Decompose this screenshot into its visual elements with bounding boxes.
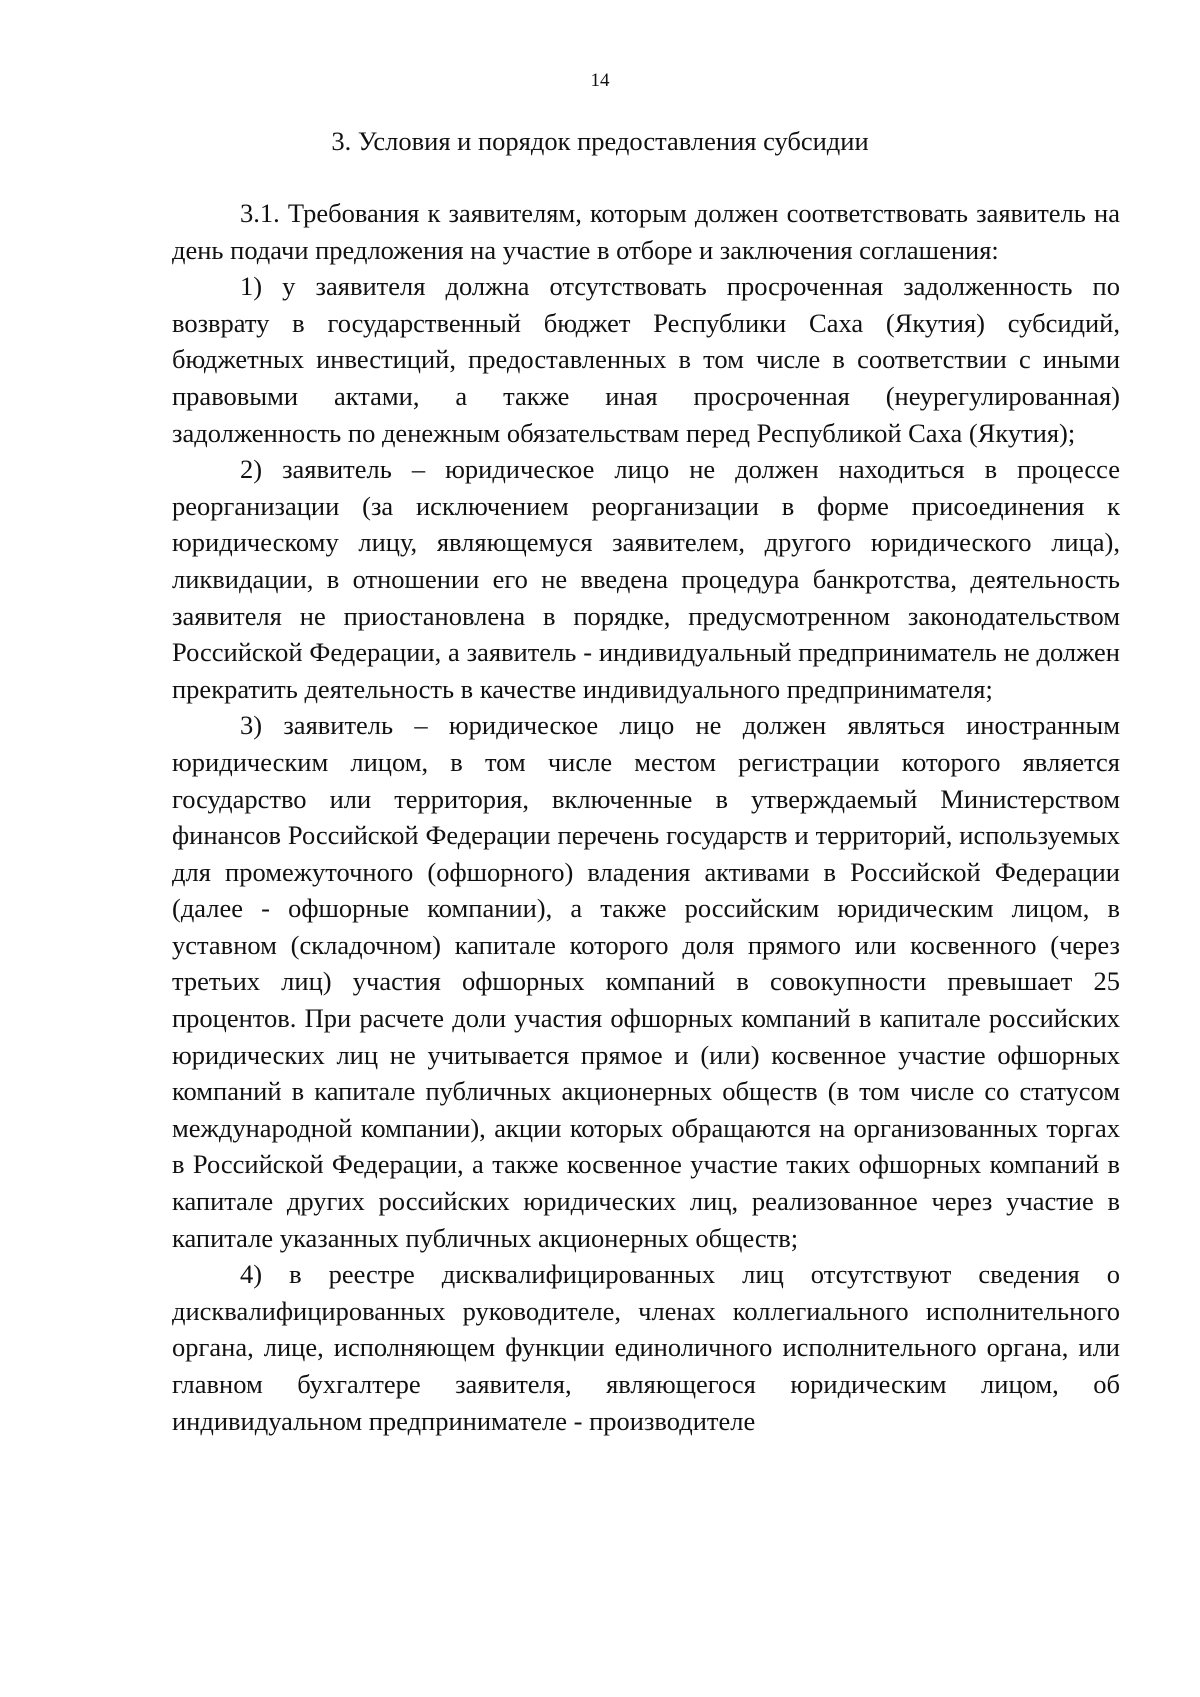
paragraph-item-3: 3) заявитель – юридическое лицо не должен являться иностранным юридическим лицом, в том числе местом регистрации которого является государство или территория, включенные в утверждаемый Министерством финансов Российской Федерации перечень государств и территорий, используемых для промежуточного (офшорного) владения активами в Российской Федерации (далее - офшорные компании), а также российским юридическим лицом, в уставном (складочном) капитале которого доля прямого или косвенного (через третьих лиц) участия офшорных компаний в совокупности превышает 25 процентов. При расчете доли участия офшорных компаний в капитале российских юридических лиц не учитывается прямое и (или) косвенное участие офшорных компаний в капитале публичных акционерных обществ (в том числе со статусом международной компании), акции которых обращаются на организованных торгах в Российской Федерации, а также косвенное участие таких офшорных компаний в капитале других российских юридических лиц, реализованное через участие в капитале указанных публичных акционерных обществ; bbox=[172, 710, 1120, 1253]
section-title: 3. Условия и порядок предоставления субсидии bbox=[331, 126, 869, 156]
paragraph-3-1-requirements: 3.1. Требования к заявителям, которым должен соответствовать заявитель на день подачи предложения на участие в отборе и заключения соглашения: bbox=[172, 198, 1120, 265]
paragraph-item-4: 4) в реестре дисквалифицированных лиц отсутствуют сведения о дисквалифицированных руководителе, членах коллегиального исполнительного органа, лице, исполняющем функции единоличного исполнительного органа, или главном бухгалтере заявителя, являющегося юридическим лицом, об индивидуальном предпринимателе - производителе bbox=[172, 1259, 1120, 1436]
paragraph-item-1: 1) у заявителя должна отсутствовать просроченная задолженность по возврату в государственный бюджет Республики Саха (Якутия) субсидий, бюджетных инвестиций, предоставленных в том числе в соответствии с иными правовыми актами, а также иная просроченная (неурегулированная) задолженность по денежным обязательствам перед Республикой Саха (Якутия); bbox=[172, 271, 1120, 448]
body-text bbox=[172, 195, 1120, 1439]
paragraph-item-2: 2) заявитель – юридическое лицо не должен находиться в процессе реорганизации (за исключением реорганизации в форме присоединения к юридическому лицу, являющемуся заявителем, другого юридического лица), ликвидации, в отношении его не введена процедура банкротства, деятельность заявителя не приостановлена в порядке, предусмотренном законодательством Российской Федерации, а заявитель - индивидуальный предприниматель не должен прекратить деятельность в качестве индивидуального предпринимателя; bbox=[172, 454, 1120, 704]
page-number: 14 bbox=[590, 70, 610, 91]
